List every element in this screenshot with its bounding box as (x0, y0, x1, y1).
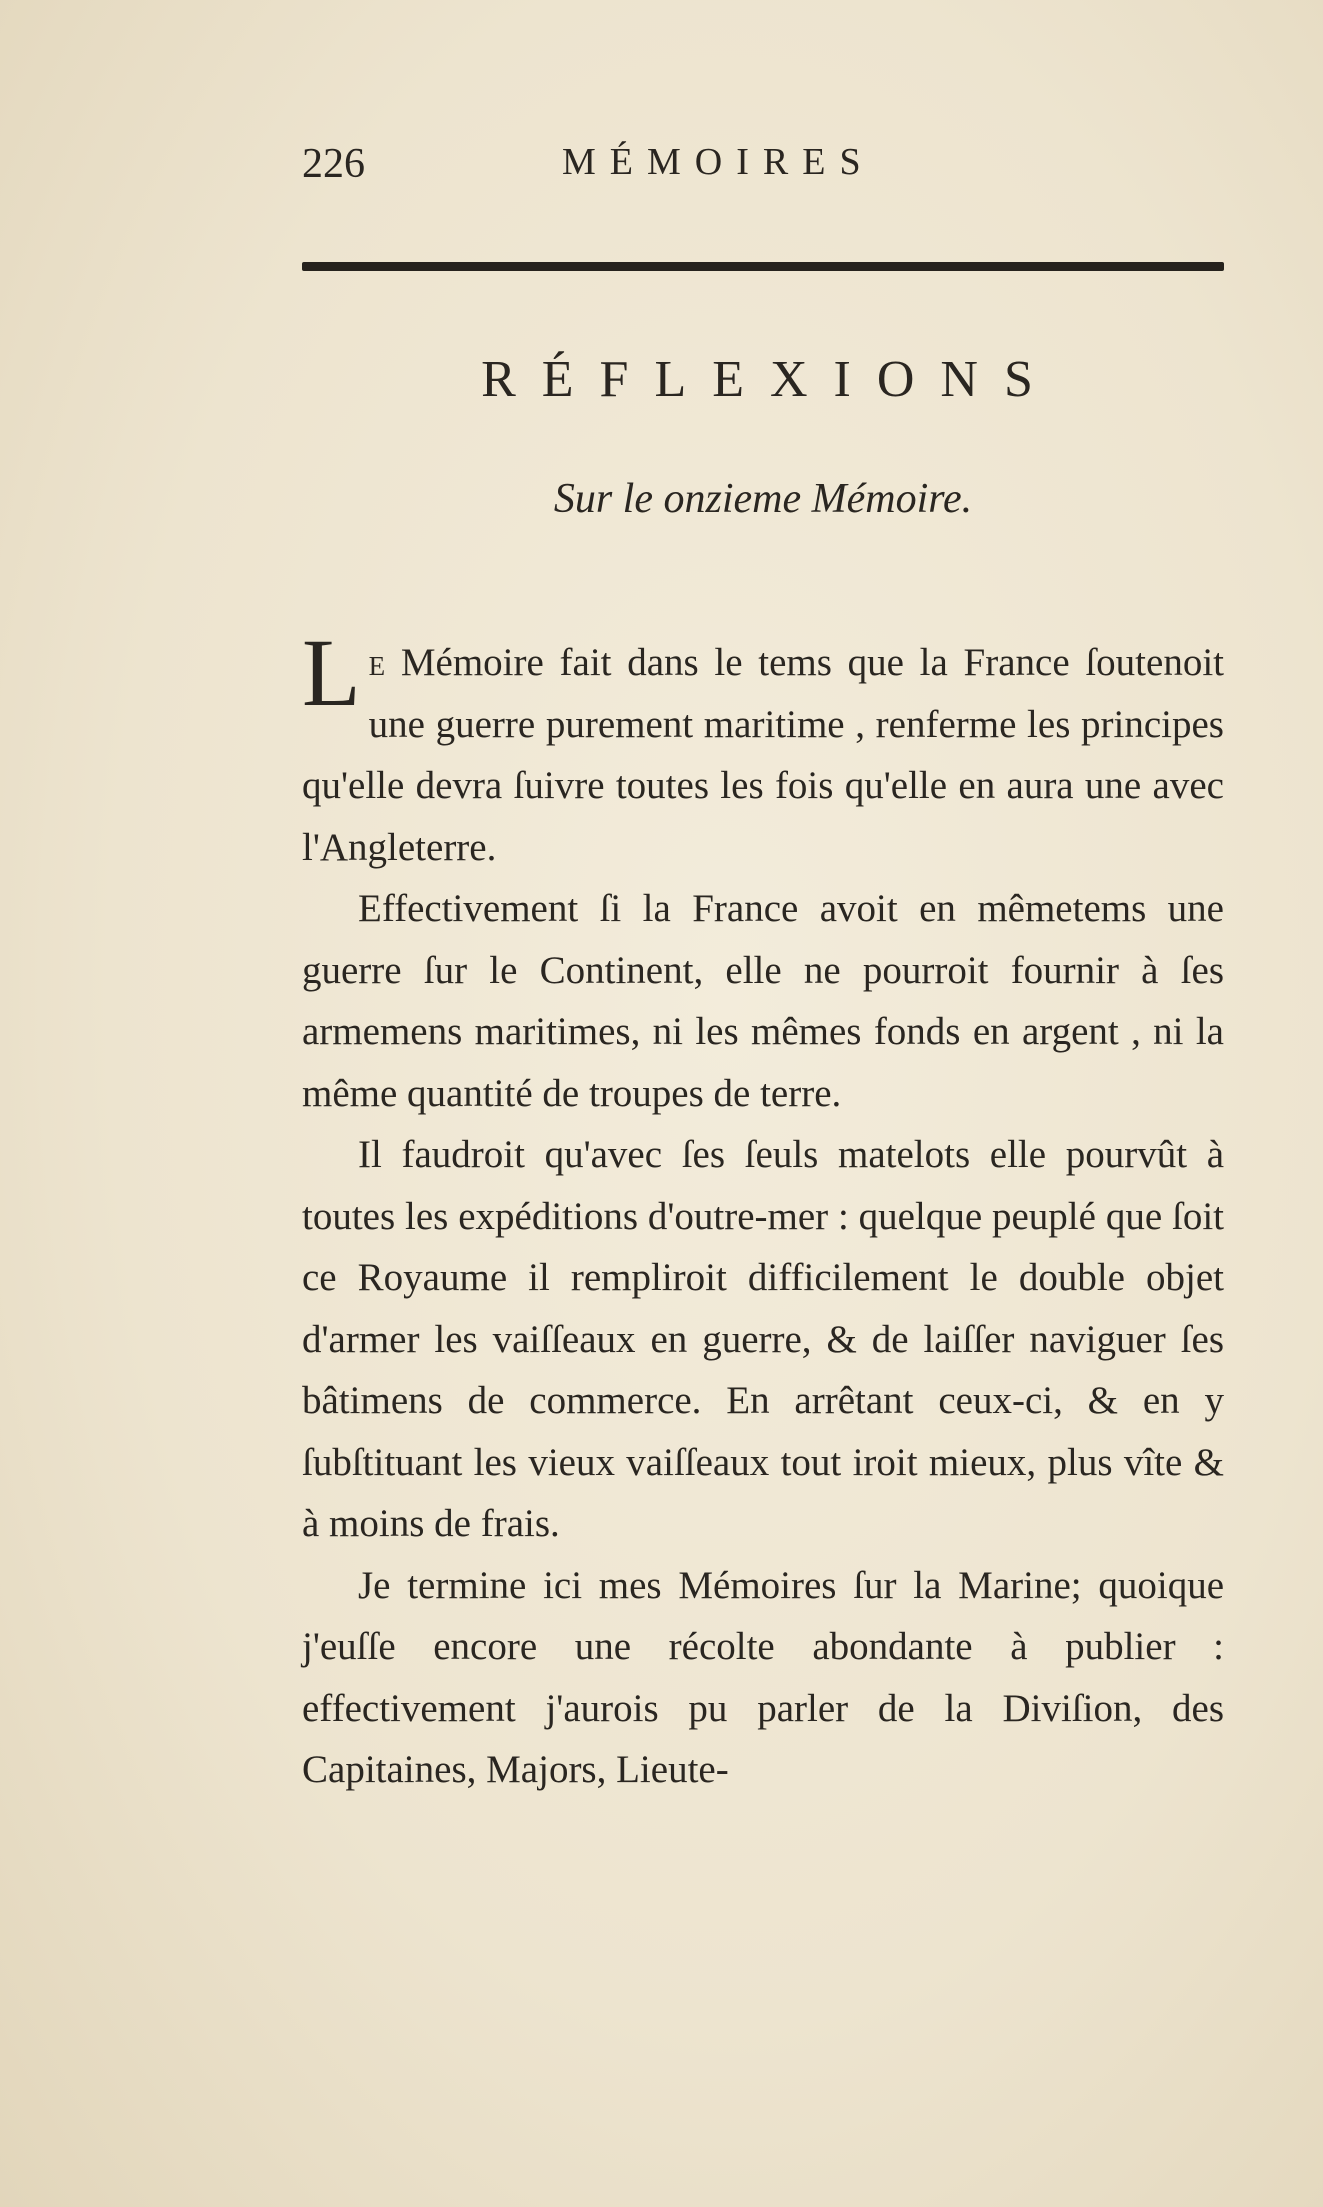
header-rule (302, 262, 1224, 271)
section-title: RÉFLEXIONS (481, 351, 1059, 408)
running-head (302, 140, 1224, 200)
running-title: MÉMOIRES (562, 141, 875, 183)
section-subtitle: Sur le onzieme Mémoire. (553, 476, 973, 522)
paragraph-1-text: Mémoire fait dans le tems que la France ſoutenoit une guerre purement maritime , renferme les principes qu'elle devra ſuivre toutes les fois qu'elle en aura une avec l'Angleterre. (302, 641, 1224, 869)
paragraph-3: Il faudroit qu'avec ſes ſeuls matelots elle pourvût à toutes les expéditions d'outre-mer : quelque peuplé que ſoit ce Royaume il rempliroit difficilement le double objet d'armer les vaiſſeaux en guerre, & de laiſſer naviguer ſes bâtimens de commerce. En arrêtant ceux-ci, & en y ſubſtituant les vieux vaiſſeaux tout iroit mieux, plus vîte & à moins de frais. (302, 1133, 1224, 1545)
paragraph-4: Je termine ici mes Mémoires ſur la Marine; quoique j'euſſe encore une récolte abondante à publier : effectivement j'aurois pu parler de la Diviſion, des Capitaines, Majors, Lieute- (302, 1563, 1224, 1791)
body-text (302, 619, 1224, 1801)
paragraph-2: Effectivement ſi la France avoit en mêmetems une guerre ſur le Continent, elle ne pourroit fournir à ſes armemens maritimes, ni les mêmes fonds en argent , ni la même quantité de troupes de terre. (302, 887, 1224, 1115)
page-number: 226 (302, 141, 365, 187)
drop-cap: L (302, 619, 361, 726)
paragraph-1 (302, 619, 1224, 878)
paragraph-1-lead: e (368, 641, 386, 684)
